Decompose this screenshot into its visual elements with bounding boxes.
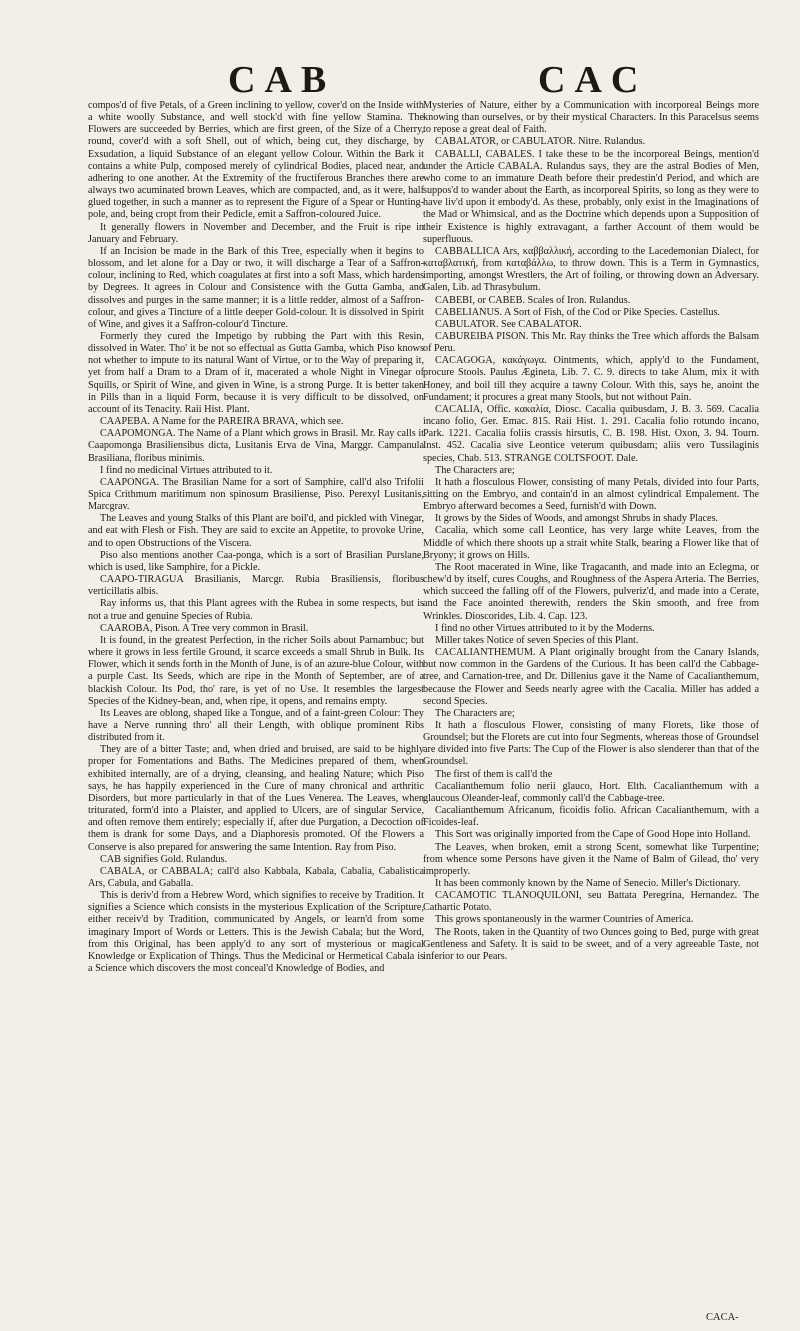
catchword: CACA- bbox=[706, 1312, 739, 1323]
entry-paragraph: Piso also mentions another Caa-ponga, which is a sort of Brasilian Purslane, which is used, like Samphire, for a Pickle. bbox=[88, 549, 424, 573]
entry-paragraph: CACAGOGA, κακάγωγα. Ointments, which, apply'd to the Fundament, procure Stools. Paulus Ægineta, Lib. 7. C. 9. directs to take Alum, mix it with Honey, and boil till they acquire a tawny Colour. With this, says he, anoint the Fundament; it procures a great many Stools, but not without Pain. bbox=[423, 355, 759, 403]
entry-paragraph: It hath a flosculous Flower, consisting of many Florets, like those of Groundsel; but the Florets are cut into four Segments, whereas those of Groundsel are divided into five Parts: The Cup of the Flower is also slenderer than that of the Groundsel. bbox=[423, 719, 759, 768]
entry-paragraph: Ray informs us, that this Plant agrees with the Rubea in some respects, but is not a true and genuine Species of Rubia. bbox=[88, 598, 424, 622]
right-column bbox=[423, 100, 759, 1322]
entry-paragraph: CAAROBA, Pison. A Tree very common in Brasil. bbox=[100, 622, 309, 634]
entry-paragraph: CAAPEBA. A Name for the PAREIRA BRAVA, which see. bbox=[100, 416, 344, 428]
entry-paragraph: It hath a flosculous Flower, consisting of many Petals, divided into four Parts, sitting on the Embryo, and contain'd in an almost cylindrical Empalement. The Embryo afterward becomes a Seed, furnish'd with Down. bbox=[423, 476, 759, 513]
entry-paragraph: CACALIANTHEMUM. A Plant originally brought from the Canary Islands, but now common in the Gardens of the Curious. It has been call'd the Cabbage-tree, and Carnation-tree, and Dr. Dillenius gave it the Name of Cacalianthemum, because the Flower and Seeds nearly agree with the Cacalia. Miller has added a second Species. bbox=[423, 647, 759, 707]
entry-paragraph: Cacalia, which some call Leontice, has very large white Leaves, from the Middle of which there shoots up a strait white Stalk, bearing a Flower like that of Bryony; it grows on Hills. bbox=[423, 525, 759, 561]
entry-paragraph: CAAPOMONGA. The Name of a Plant which grows in Brasil. Mr. Ray calls it Caapomonga Brasiliensibus dicta, Lusitanis Erva de Vina, Marggr. Campanula Brasiliana, floribus minimis. bbox=[88, 428, 424, 464]
entry-paragraph: The Roots, taken in the Quantity of two Ounces going to Bed, purge with great Gentleness and Safety. It is said to be sweet, and of a very agreeable Taste, not inferior to our Pears. bbox=[423, 926, 759, 962]
entry-paragraph: The Characters are; bbox=[435, 707, 515, 719]
entry-paragraph: The first of them is call'd the bbox=[435, 768, 553, 780]
entry-paragraph: This Sort was originally imported from the Cape of Good Hope into Holland. bbox=[435, 829, 751, 841]
entry-paragraph: CABELIANUS. A Sort of Fish, of the Cod or Pike Species. Castellus. bbox=[435, 306, 720, 318]
entry-paragraph: I find no medicinal Virtues attributed to it. bbox=[100, 464, 273, 476]
entry-paragraph: This is deriv'd from a Hebrew Word, which signifies to receive by Tradition. It signifies a Science which consists in the mysterious Explication of the Scripture, either receiv'd by Tradition, communicated by Angels, or learn'd from some imaginary Import of Words or Letters. This is the Jewish Cabala; but the Word, from this Original, has been apply'd to any sort of mysterious or magical Knowledge or Explication of Things. Thus the Medicinal or Hermetical Cabala is a Science which discovers the most conceal'd Knowledge of Bodies, and bbox=[88, 890, 424, 975]
entry-paragraph: They are of a bitter Taste; and, when dried and bruised, are said to be highly proper for Fomentations and Baths. The Medicines prepared of them, when exhibited internally, are of a drying, cleansing, and healing Nature; which Piso says, he has happily experienced in the Cure of many chronical and arthritic Disorders, but more particularly in that of the Lues Venerea. The Leaves, when triturated, form'd into a Plaister, and applied to Ulcers, are of singular Service, and often remove them entirely; especially if, after due Purgation, a Decoction of them is drank for some Days, and a Diaphoresis promoted. Of the Flowers a Conserve is also prepared for answering the same Intention. Ray from Piso. bbox=[88, 744, 424, 853]
entry-paragraph: It grows by the Sides of Woods, and amongst Shrubs in shady Places. bbox=[435, 513, 719, 525]
running-head-right: CAC bbox=[538, 59, 648, 101]
entry-paragraph: Mysteries of Nature, either by a Communication with incorporeal Beings more knowing than ourselves, or by their mystical Characters. In this Paracelsus seems to repose a great deal of Faith. bbox=[423, 100, 759, 136]
entry-paragraph: Its Leaves are oblong, shaped like a Tongue, and of a faint-green Colour: They have a Nerve running thro' all their Length, with oblique prominent Ribs distributed from it. bbox=[88, 707, 424, 744]
entry-paragraph: The Leaves and young Stalks of this Plant are boil'd, and pickled with Vinegar, and eat with Flesh or Fish. They are said to excite an Appetite, to provoke Urine, and to open Obstructions of the Viscera. bbox=[88, 513, 424, 549]
entry-paragraph: CAB signifies Gold. Rulandus. bbox=[100, 853, 228, 865]
entry-paragraph: Miller takes Notice of seven Species of this Plant. bbox=[435, 634, 639, 646]
entry-paragraph: It has been commonly known by the Name of Senecio. Miller's Dictionary. bbox=[435, 878, 741, 889]
entry-paragraph: CABBALLICA Ars, καββαλλική, according to the Lacedemonian Dialect, for καταβλατική, from καταβάλλω, to throw down. This is a Term in Gymnastics, importing, amongst Wrestlers, the Art of foiling, or throwing down an Adversary. Galen, Lib. ad Thrasybulum. bbox=[423, 245, 759, 294]
entry-paragraph: Cacalianthemum Africanum, ficoidis folio. African Cacalianthemum, with a Ficoides-leaf. bbox=[423, 805, 759, 829]
entry-paragraph: The Root macerated in Wine, like Tragacanth, and made into an Eclegma, or chew'd by itself, cures Coughs, and Roughness of the Aspera Arteria. The Berries, which succeed the falling off of the Flowers, pulveriz'd, and made into a Cerate, and the Face anointed therewith, renders the Skin smooth, and free from Wrinkles. Dioscorides, Lib. 4. Cap. 123. bbox=[423, 561, 759, 622]
entry-paragraph: The Leaves, when broken, emit a strong Scent, somewhat like Turpentine; from whence some Persons have given it the Name of Balm of Gilead, tho' very improperly. bbox=[423, 841, 759, 877]
entry-paragraph: The Characters are; bbox=[435, 464, 515, 476]
entry-paragraph: If an Incision be made in the Bark of this Tree, especially when it begins to blossom, and let alone for a Day or two, it will discharge a Tear of a Saffron-colour, inclining to Red, which coagulates at first into a soft Mass, which hardens by Degrees. It agrees in Colour and Consistence with the Gutta Gamba, and dissolves and purges in the same manner; it is a little redder, almost of a Saffron-colour, and gives a Tincture of a little deeper Gold-colour. It is dissolved in Spirit of Wine, and gives it a Saffron-colour'd Tincture. bbox=[88, 245, 424, 330]
entry-paragraph: CACALIA, Offic. κακαλία, Diosc. Cacalia quibusdam, J. B. 3. 569. Cacalia incano folio, Ger. Emac. 815. Raii Hist. 1. 291. Cacalia folio rotundo incano, Park. 1221. Cacalia foliis crassis hirsutis, C. B. 198. Hist. Oxon, 3. 94. Tourn. Inst. 452. Cacalia sive Leontice veterum quibusdam; aliis vero Tussilaginis species, Chab. 513. STRANGE COLTSFOOT. Dale. bbox=[423, 403, 759, 464]
entry-paragraph: Formerly they cured the Impetigo by rubbing the Part with this Resin, dissolved in Water. Tho' it be not so effectual as Gutta Gamba, which Piso knows not whether to impute to its natural Want of Virtue, or to the Way of preparing it, yet from half a Dram to a Dram of it, macerated a whole Night in Vinegar of Squills, or Spirit of Wine, and given in Wine, is a strong Purge. It is better taken in Pills than in a liquid Form, because it is very difficult to be dissolved, on account of its Tenacity. Raii Hist. Plant. bbox=[88, 330, 424, 415]
entry-paragraph: CABALATOR, or CABULATOR. Nitre. Rulandus. bbox=[435, 136, 646, 148]
entry-paragraph: compos'd of five Petals, of a Green inclining to yellow, cover'd on the Inside with a white woolly Substance, and well stock'd with fine yellow Stamina. The Flowers are succeeded by Berries, which are first green, of the Size of a Cherry, round, cover'd with a soft Shell, out of which, being cut, they discharge, by Exsudation, a liquid Substance of an elegant yellow Colour. Within the Bark it contains a white Pulp, composed merely of cylindrical Bodies, placed near, and adhering to one another. At the Extremity of the fructiferous Branches there are always two acuminated brown Leaves, which are compacted, and, as it were, half glued together, in such a manner as to represent the Figure of a Spear or Hunting-pole, and, being cropt from their Pedicle, emit a Saffron-coloured Juice. bbox=[88, 100, 424, 221]
entry-paragraph: This grows spontaneously in the warmer Countries of America. bbox=[435, 914, 694, 926]
entry-paragraph: CABULATOR. See CABALATOR. bbox=[435, 318, 582, 330]
running-head-left: CAB bbox=[228, 59, 336, 101]
entry-paragraph: CAAPO-TIRAGUA Brasilianis, Marcgr. Rubia Brasiliensis, floribus verticillatis albis. bbox=[88, 574, 424, 598]
entry-paragraph: It generally flowers in November and December, and the Fruit is ripe in January and February. bbox=[88, 221, 424, 245]
entry-paragraph: CABALLI, CABALES. I take these to be the incorporeal Beings, mention'd under the Article CABALA. Rulandus says, they are the astral Bodies of Men, who come to an immature Death before their predestin'd Period, and which are suppos'd to wander about the Earth, as incorporeal Spirits, so long as they were to have liv'd upon it embody'd. As these, probably, only exist in the Imaginations of the Mad or Whimsical, and as the Doctrine which depends upon a Supposition of their Existence is highly extravagant, a farther Account of them would be superfluous. bbox=[423, 148, 759, 245]
entry-paragraph: CAAPONGA. The Brasilian Name for a sort of Samphire, call'd also Trifolii Spica Crithmum maritimum non spinosum Brasiliense, Piso. Perexyl Lusitanis, Marcgrav. bbox=[88, 476, 424, 513]
entry-paragraph: CABUREIBA PISON. This Mr. Ray thinks the Tree which affords the Balsam of Peru. bbox=[423, 330, 759, 355]
entry-paragraph: It is found, in the greatest Perfection, in the richer Soils about Parnambuc; but where it grows in less fertile Ground, it scarce exceeds a small Shrub in Bulk. Its Flower, which it sends forth in the Month of June, is of an azure-blue Colour, with a purple Cast. Its Seeds, which are ripe in the Month of September, are of a blackish Colour. Its Pod, tho' rare, is yet of no Use. It resembles the largest Species of the Kidney-bean, and, when ripe, it opens, and remains empty. bbox=[88, 634, 424, 707]
entry-paragraph: CABEBI, or CABEB. Scales of Iron. Rulandus. bbox=[435, 294, 631, 306]
left-column bbox=[88, 100, 424, 1280]
entry-paragraph: CABALA, or CABBALA; call'd also Kabbala, Kabala, Cabalia, Cabalistica Ars, Cabula, and Gaballa. bbox=[88, 865, 424, 889]
entry-paragraph: CACAMOTIC TLANOQUILONI, seu Battata Peregrina, Hernandez. The Cathartic Potato. bbox=[423, 890, 759, 914]
entry-paragraph: Cacalianthemum folio nerii glauco, Hort. Elth. Cacalianthemum with a glaucous Oleander-leaf, commonly call'd the Cabbage-tree. bbox=[423, 780, 759, 804]
entry-paragraph: I find no other Virtues attributed to it by the Moderns. bbox=[435, 622, 655, 634]
